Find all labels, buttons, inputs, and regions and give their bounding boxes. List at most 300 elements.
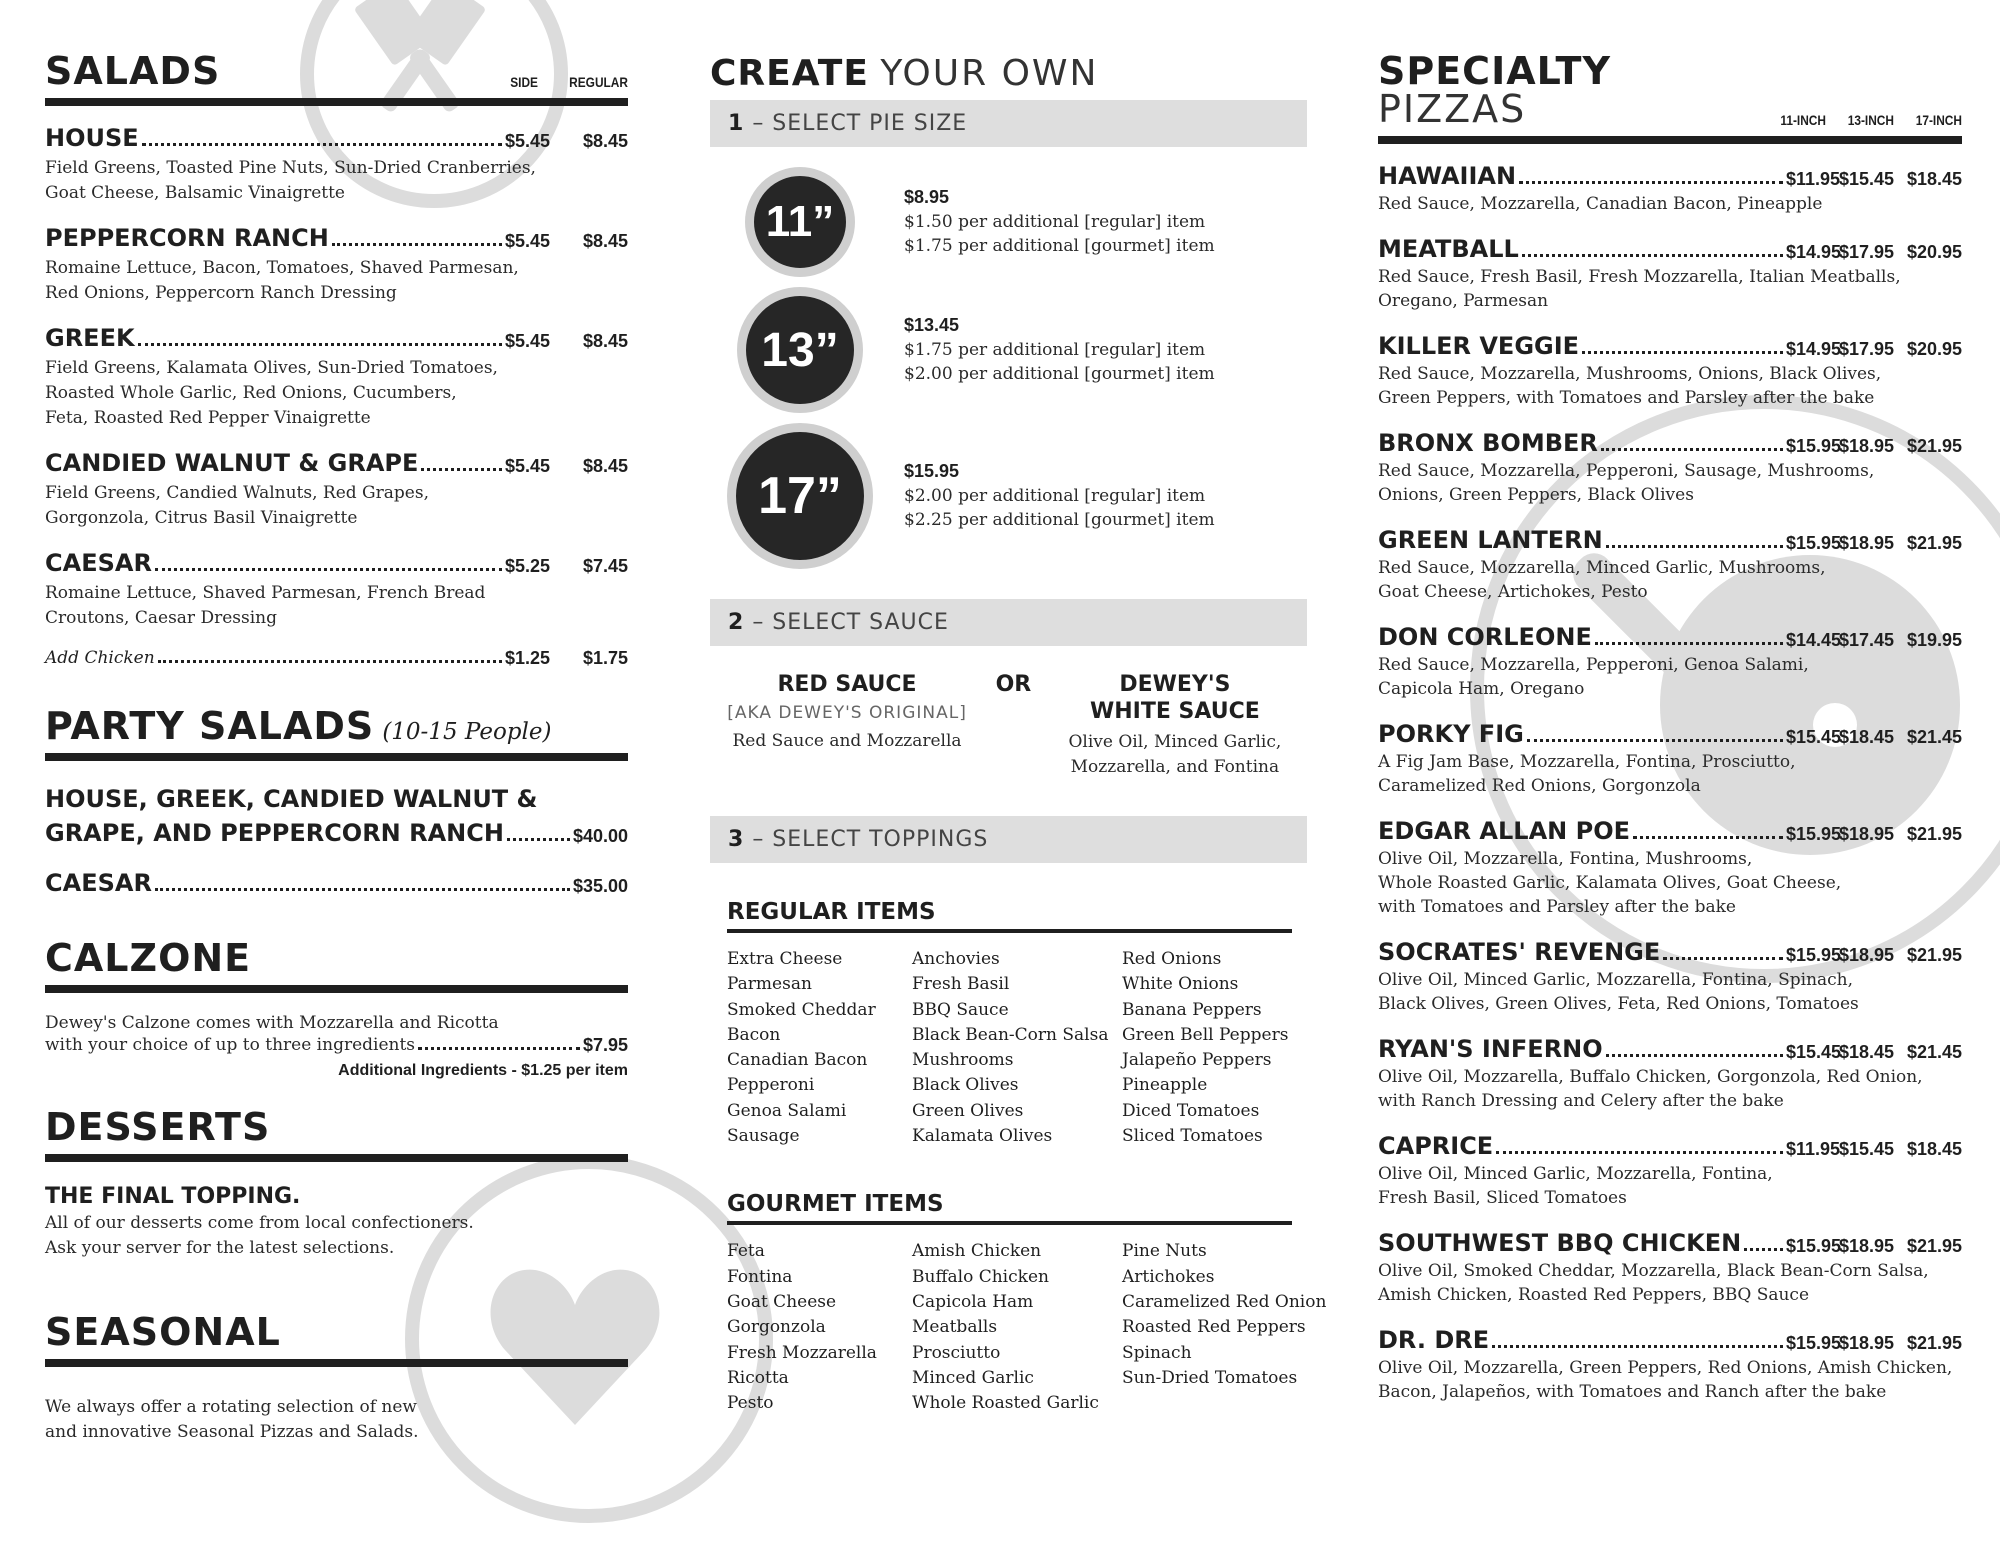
salad-item-desc [45,256,628,306]
salad-desc-line: Field Greens, Candied Walnuts, Red Grapes, [45,483,429,503]
pizza-item-header [1378,431,1962,455]
topping-item: Goat Cheese [727,1291,837,1312]
topping-item: Parmesan [727,974,812,995]
pizza-price-11: $15.45 [1786,727,1842,747]
pizza-desc-line: Red Sauce, Mozzarella, Mushrooms, Onions, Black Olives, [1378,364,1882,384]
topping-item: Fresh Mozzarella [727,1342,877,1363]
salad-item-name: HOUSE [45,124,139,152]
desserts-desc-line2: Ask your server for the latest selections. [45,1238,395,1258]
dot-leader [155,568,502,571]
pizza-price-11: $14.95 [1786,339,1842,359]
specialty-pizza-item [1378,940,1962,1016]
topping-item: Mushrooms [912,1050,1014,1071]
pizza-name: GREEN LANTERN [1378,526,1603,554]
dot-leader [1744,1248,1783,1251]
topping-item: Meatballs [912,1317,998,1338]
specialty-pizza-item [1378,431,1962,507]
pie-size-circle-holder [710,423,890,569]
pizza-desc-line: Red Sauce, Mozzarella, Pepperoni, Genoa Salami, [1378,655,1809,675]
specialty-pizza-item [1378,334,1962,410]
salad-item [45,451,628,531]
create-title-light: YOUR OWN [880,53,1099,94]
topping-item: Jalapeño Peppers [1122,1050,1272,1071]
salads-list [45,126,628,631]
pizza-desc-line: Olive Oil, Minced Garlic, Mozzarella, Fontina, [1378,1164,1773,1184]
right-column [1378,0,1962,1404]
pizza-price-13: $18.95 [1838,824,1894,844]
party-salads-subtitle: (10-15 People) [382,719,552,745]
pizza-price-13: $18.45 [1838,727,1894,747]
pizza-price-13: $18.95 [1838,1236,1894,1256]
sauce-or: OR [995,672,1032,697]
pizza-desc [1378,1259,1962,1307]
pizza-price-11: $11.95 [1786,169,1841,189]
pizza-desc [1378,968,1962,1016]
topping-item: White Onions [1122,974,1239,995]
left-column [45,0,628,1445]
pizza-item-header [1378,625,1962,649]
gourmet-items-grid [727,1239,1327,1416]
salad-desc-line: Gorgonzola, Citrus Basil Vinaigrette [45,508,358,528]
topping-item: Sausage [727,1126,800,1147]
specialty-pizza-item [1378,1328,1962,1404]
pie-size-label: 11” [765,197,835,246]
topping-item: Black Bean-Corn Salsa [912,1024,1109,1045]
dot-leader [1519,181,1783,184]
pizza-desc-line: Olive Oil, Minced Garlic, Mozzarella, Fontina, Spinach, [1378,970,1854,990]
dot-leader [1633,836,1783,839]
specialty-pizza-item [1378,528,1962,604]
salad-item-header [45,226,628,250]
pizza-desc [1378,1356,1962,1404]
pizza-item-header [1378,1037,1962,1061]
pizza-desc-line: Fresh Basil, Sliced Tomatoes [1378,1188,1627,1208]
topping-item: Feta [727,1241,765,1262]
dot-leader [507,838,570,841]
create-title [710,53,1307,94]
calzone-price: $7.95 [582,1035,628,1055]
pizza-name: MEATBALL [1378,235,1519,263]
dot-leader [418,1047,580,1050]
pizza-price-13: $17.95 [1838,242,1894,262]
pizza-desc-line: Green Peppers, with Tomatoes and Parsley after the bake [1378,388,1875,408]
specialty-pizza-item [1378,164,1962,216]
pizza-desc-line: Amish Chicken, Roasted Red Peppers, BBQ Sauce [1378,1285,1810,1305]
calzone-note: Additional Ingredients - $1.25 per item [338,1062,628,1079]
pizza-desc-line: Red Sauce, Mozzarella, Minced Garlic, Mushrooms, [1378,558,1826,578]
specialty-pizza-item [1378,1134,1962,1210]
seasonal-desc-line2: and innovative Seasonal Pizzas and Salads. [45,1422,419,1442]
red-sauce-name: RED SAUCE [777,672,917,697]
topping-item: Kalamata Olives [912,1126,1053,1147]
salad-regular-price: $7.45 [582,556,628,576]
calzone-price-row [45,1036,628,1054]
pizza-desc-line: Capicola Ham, Oregano [1378,679,1585,699]
topping-item: Buffalo Chicken [912,1266,1049,1287]
salad-desc-line: Croutons, Caesar Dressing [45,608,277,628]
pizza-desc-line: Olive Oil, Smoked Cheddar, Mozzarella, Black Bean-Corn Salsa, [1378,1261,1929,1281]
topping-column [912,947,1122,1149]
topping-item: Canadian Bacon [727,1050,868,1071]
dot-leader [1595,642,1783,645]
dot-leader [158,660,502,663]
pie-size-circle [737,287,863,413]
pizza-desc-line: Red Sauce, Mozzarella, Canadian Bacon, Pineapple [1378,194,1823,214]
pizza-desc [1378,1065,1962,1113]
salad-item-header [45,326,628,350]
white-sauce-desc-line1: Olive Oil, Minced Garlic, [1068,732,1282,752]
pie-size-price: $13.45 [904,314,960,335]
topping-item: Sliced Tomatoes [1122,1126,1263,1147]
desserts-subtitle: THE FINAL TOPPING. [45,1184,301,1209]
pizza-item-header [1378,1231,1962,1255]
salads-title: SALADS [45,49,221,93]
party-salads-header [45,704,628,761]
salad-regular-price: $8.45 [582,131,628,151]
pizza-price-13: $17.45 [1838,630,1894,650]
topping-item: Anchovies [912,949,1000,969]
salads-col-side: SIDE [510,74,538,90]
topping-item: Gorgonzola [727,1317,826,1338]
pizza-price-17: $21.45 [1906,1042,1962,1062]
pizza-price-11: $11.95 [1786,1139,1841,1159]
white-sauce-option [1043,672,1307,780]
salad-side-price: $5.25 [505,556,551,576]
party-item-caesar-name: CAESAR [45,869,152,897]
topping-item: Smoked Cheddar [727,999,876,1020]
party-salads-title: PARTY SALADS [45,704,375,748]
specialty-pizza-list [1378,164,1962,1404]
topping-item: Green Bell Peppers [1122,1024,1289,1045]
pizza-name: KILLER VEGGIE [1378,332,1580,360]
red-sauce-option [710,672,984,754]
pizza-price-13: $18.95 [1838,436,1894,456]
pizza-desc-line: A Fig Jam Base, Mozzarella, Fontina, Prosciutto, [1378,752,1796,772]
red-sauce-desc: Red Sauce and Mozzarella [732,731,962,751]
pie-size-circle-holder [710,287,890,413]
add-chicken-label: Add Chicken [45,648,155,668]
party-item-combo-line2-row [45,821,628,845]
pizza-price-11: $15.45 [1786,1042,1842,1062]
pizza-item-header [1378,722,1962,746]
pizza-desc [1378,265,1962,313]
topping-item: Fresh Basil [912,974,1010,995]
pie-size-regular-extra: $2.00 per additional [regular] item [904,485,1206,506]
party-item-combo-line2: GRAPE, AND PEPPERCORN RANCH [45,819,504,847]
add-chicken-side-price: $1.25 [505,648,551,668]
desserts-title: DESSERTS [45,1105,271,1149]
salad-item-name: CANDIED WALNUT & GRAPE [45,449,419,477]
middle-column [710,0,1327,1416]
dot-leader [155,888,570,891]
topping-item: Black Olives [912,1075,1019,1096]
pizza-price-17: $21.95 [1906,1236,1962,1256]
topping-item: Diced Tomatoes [1122,1100,1260,1121]
salad-regular-price: $8.45 [582,456,628,476]
topping-item: Spinach [1122,1342,1192,1363]
pizza-desc [1378,192,1962,216]
pie-size-info [904,461,1215,532]
pizza-name: SOCRATES' REVENGE [1378,938,1661,966]
pizza-name: DON CORLEONE [1378,623,1592,651]
seasonal-header [45,1310,628,1367]
gourmet-items-title: GOURMET ITEMS [727,1191,1292,1225]
pizza-item-header [1378,528,1962,552]
topping-item: Bacon [727,1024,781,1045]
desserts-desc-line1: All of our desserts come from local confectioners. [45,1213,474,1233]
pizza-price-13: $18.45 [1838,1042,1894,1062]
specialty-pizza-item [1378,625,1962,701]
pie-size-price: $8.95 [904,186,950,207]
topping-item: Extra Cheese [727,949,843,969]
topping-column [727,947,912,1149]
salad-side-price: $5.45 [505,456,551,476]
specialty-header [1378,49,1962,144]
topping-item: Fontina [727,1266,793,1287]
pizza-name: RYAN'S INFERNO [1378,1035,1603,1063]
pizza-price-11: $15.95 [1786,824,1842,844]
red-sauce-aka: [AKA DEWEY'S ORIGINAL] [727,703,967,723]
regular-items-title: REGULAR ITEMS [727,899,1292,933]
pizza-desc [1378,362,1962,410]
pie-size-gourmet-extra: $1.75 per additional [gourmet] item [904,235,1215,256]
topping-item: Amish Chicken [912,1241,1042,1262]
dot-leader [1601,448,1783,451]
pizza-desc-line: Bacon, Jalapeños, with Tomatoes and Ranch after the bake [1378,1382,1887,1402]
pie-size-gourmet-extra: $2.25 per additional [gourmet] item [904,509,1215,530]
white-sauce-name-line2: WHITE SAUCE [1089,699,1260,724]
pizza-price-11: $15.95 [1786,1236,1842,1256]
salad-item-name: PEPPERCORN RANCH [45,224,329,252]
pizza-price-11: $15.95 [1786,533,1842,553]
pizza-price-13: $18.95 [1838,945,1894,965]
salad-item-desc [45,481,628,531]
step1-number: 1 [728,111,745,136]
pizza-price-11: $15.95 [1786,1333,1842,1353]
pizza-price-11: $14.45 [1786,630,1842,650]
pizza-name: HAWAIIAN [1378,162,1517,190]
salad-item [45,551,628,631]
topping-item: Pesto [727,1393,774,1414]
toppings-section [727,899,1327,1416]
pizza-item-header [1378,1328,1962,1352]
specialty-title-light: PIZZAS [1378,87,1527,131]
salads-header [45,49,628,106]
pizza-desc-line: Caramelized Red Onions, Gorgonzola [1378,776,1701,796]
salad-item-header [45,551,628,575]
dot-leader [1582,351,1783,354]
topping-item: Prosciutto [912,1342,1001,1363]
specialty-pizza-item [1378,819,1962,919]
pie-size-row [710,167,1307,277]
dot-leader [421,468,502,471]
seasonal-title: SEASONAL [45,1310,281,1354]
pie-size-row [710,423,1307,569]
topping-item: Sun-Dried Tomatoes [1122,1367,1298,1388]
topping-item: BBQ Sauce [912,999,1009,1020]
salad-desc-line: Romaine Lettuce, Shaved Parmesan, French Bread [45,583,486,603]
topping-column [1122,947,1332,1149]
pizza-price-13: $17.95 [1838,339,1894,359]
pizza-name: CAPRICE [1378,1132,1494,1160]
pizza-desc-line: Whole Roasted Garlic, Kalamata Olives, Goat Cheese, [1378,873,1842,893]
pizza-name: BRONX BOMBER [1378,429,1598,457]
add-chicken-regular-price: $1.75 [582,648,628,668]
step2-bar [710,599,1307,646]
dot-leader [1522,254,1783,257]
topping-item: Whole Roasted Garlic [912,1393,1099,1414]
salad-desc-line: Goat Cheese, Balsamic Vinaigrette [45,183,345,203]
pizza-price-17: $18.45 [1906,1139,1962,1159]
seasonal-desc-line1: We always offer a rotating selection of new [45,1397,417,1417]
pizza-item-header [1378,1134,1962,1158]
specialty-pizza-item [1378,722,1962,798]
specialty-col-13: 13-INCH [1847,112,1894,128]
salad-item-name: GREEK [45,324,135,352]
pizza-price-17: $21.95 [1906,436,1962,456]
create-title-bold: CREATE [710,53,869,94]
pizza-desc-line: Black Olives, Green Olives, Feta, Red Onions, Tomatoes [1378,994,1859,1014]
pizza-price-13: $15.45 [1838,169,1894,189]
party-item-combo [45,785,628,845]
pizza-price-17: $21.45 [1906,727,1962,747]
salad-item-name: CAESAR [45,549,152,577]
specialty-col-17: 17-INCH [1915,112,1962,128]
party-item-caesar-price: $35.00 [572,876,628,896]
salad-item [45,326,628,431]
topping-item: Minced Garlic [912,1367,1034,1388]
topping-item: Ricotta [727,1367,789,1388]
regular-items-grid [727,947,1292,1149]
pie-sizes [710,167,1307,569]
calzone-desc-line1: Dewey's Calzone comes with Mozzarella and Ricotta [45,1013,499,1033]
pizza-item-header [1378,819,1962,843]
salad-desc-line: Roasted Whole Garlic, Red Onions, Cucumbers, [45,383,457,403]
pizza-desc [1378,847,1962,919]
salads-col-regular: REGULAR [569,74,628,90]
party-item-caesar [45,871,628,895]
pizza-price-13: $18.95 [1838,533,1894,553]
pizza-name: EDGAR ALLAN POE [1378,817,1630,845]
salad-desc-line: Field Greens, Toasted Pine Nuts, Sun-Dried Cranberries, [45,158,536,178]
pizza-desc [1378,556,1962,604]
pizza-desc-line: with Tomatoes and Parsley after the bake [1378,897,1736,917]
party-item-combo-price: $40.00 [572,826,628,846]
dot-leader [1606,1054,1783,1057]
salad-item [45,126,628,206]
pie-size-info [904,187,1215,258]
white-sauce-desc-line2: Mozzarella, and Fontina [1070,757,1280,777]
calzone-desc-line2: with your choice of up to three ingredients [45,1035,416,1055]
dot-leader [1496,1151,1783,1154]
pizza-name: PORKY FIG [1378,720,1524,748]
topping-item: Pineapple [1122,1075,1208,1096]
specialty-pizza-item [1378,1037,1962,1113]
add-chicken-row [45,649,628,667]
pie-size-label: 13” [761,323,839,377]
pizza-name: SOUTHWEST BBQ CHICKEN [1378,1229,1742,1257]
pizza-price-11: $15.95 [1786,436,1842,456]
step3-bar [710,816,1307,863]
pizza-item-header [1378,940,1962,964]
step2-number: 2 [728,610,745,635]
dot-leader [1663,957,1783,960]
calzone-title: CALZONE [45,936,252,980]
salad-side-price: $5.45 [505,131,551,151]
pizza-price-17: $21.95 [1906,1333,1962,1353]
pizza-desc-line: Olive Oil, Mozzarella, Green Peppers, Red Onions, Amish Chicken, [1378,1358,1953,1378]
salad-regular-price: $8.45 [582,331,628,351]
pizza-desc-line: with Ranch Dressing and Celery after the bake [1378,1091,1784,1111]
pizza-desc-line: Olive Oil, Mozzarella, Fontina, Mushrooms, [1378,849,1753,869]
dot-leader [332,243,502,246]
pizza-price-13: $15.45 [1838,1139,1894,1159]
salad-item-desc [45,156,628,206]
dot-leader [1527,739,1783,742]
pizza-desc-line: Onions, Green Peppers, Black Olives [1378,485,1694,505]
topping-item: Banana Peppers [1122,999,1262,1020]
pie-size-circle [727,423,873,569]
salad-desc-line: Romaine Lettuce, Bacon, Tomatoes, Shaved Parmesan, [45,258,519,278]
sauce-options [710,672,1307,780]
dot-leader [1492,1345,1783,1348]
pizza-price-17: $21.95 [1906,824,1962,844]
salad-regular-price: $8.45 [582,231,628,251]
desserts-header [45,1105,628,1162]
topping-item: Caramelized Red Onion [1122,1291,1327,1312]
salad-desc-line: Red Onions, Peppercorn Ranch Dressing [45,283,397,303]
calzone-header [45,936,628,993]
pie-size-regular-extra: $1.75 per additional [regular] item [904,339,1206,360]
pizza-item-header [1378,164,1962,188]
salad-item [45,226,628,306]
white-sauce-name-line1: DEWEY'S [1119,672,1231,697]
pizza-price-11: $14.95 [1786,242,1842,262]
dot-leader [142,143,502,146]
topping-item: Artichokes [1122,1266,1215,1287]
step1-label: – SELECT PIE SIZE [752,111,968,136]
pie-size-regular-extra: $1.50 per additional [regular] item [904,211,1206,232]
pie-size-row [710,287,1307,413]
specialty-pizza-item [1378,1231,1962,1307]
pizza-price-17: $20.95 [1906,339,1962,359]
pizza-price-11: $15.95 [1786,945,1842,965]
salad-item-header [45,126,628,150]
pizza-price-13: $18.95 [1838,1333,1894,1353]
pizza-desc-line: Red Sauce, Mozzarella, Pepperoni, Sausage, Mushrooms, [1378,461,1875,481]
salad-item-desc [45,356,628,431]
salad-desc-line: Field Greens, Kalamata Olives, Sun-Dried Tomatoes, [45,358,498,378]
party-item-combo-line1: HOUSE, GREEK, CANDIED WALNUT & [45,785,538,813]
specialty-title [1378,49,1754,131]
pizza-desc [1378,750,1962,798]
salad-item-desc [45,581,628,631]
specialty-col-11: 11-INCH [1780,112,1826,128]
topping-item: Green Olives [912,1100,1024,1121]
topping-item: Roasted Red Peppers [1122,1317,1306,1338]
pizza-desc [1378,653,1962,701]
salad-desc-line: Feta, Roasted Red Pepper Vinaigrette [45,408,371,428]
pizza-desc-line: Olive Oil, Mozzarella, Buffalo Chicken, Gorgonzola, Red Onion, [1378,1067,1923,1087]
salad-item-header [45,451,628,475]
topping-item: Pepperoni [727,1075,815,1096]
dot-leader [1606,545,1783,548]
step3-label: – SELECT TOPPINGS [752,827,989,852]
pizza-price-17: $20.95 [1906,242,1962,262]
pie-size-gourmet-extra: $2.00 per additional [gourmet] item [904,363,1215,384]
pizza-desc-line: Goat Cheese, Artichokes, Pesto [1378,582,1648,602]
pizza-desc-line: Red Sauce, Fresh Basil, Fresh Mozzarella, Italian Meatballs, [1378,267,1901,287]
